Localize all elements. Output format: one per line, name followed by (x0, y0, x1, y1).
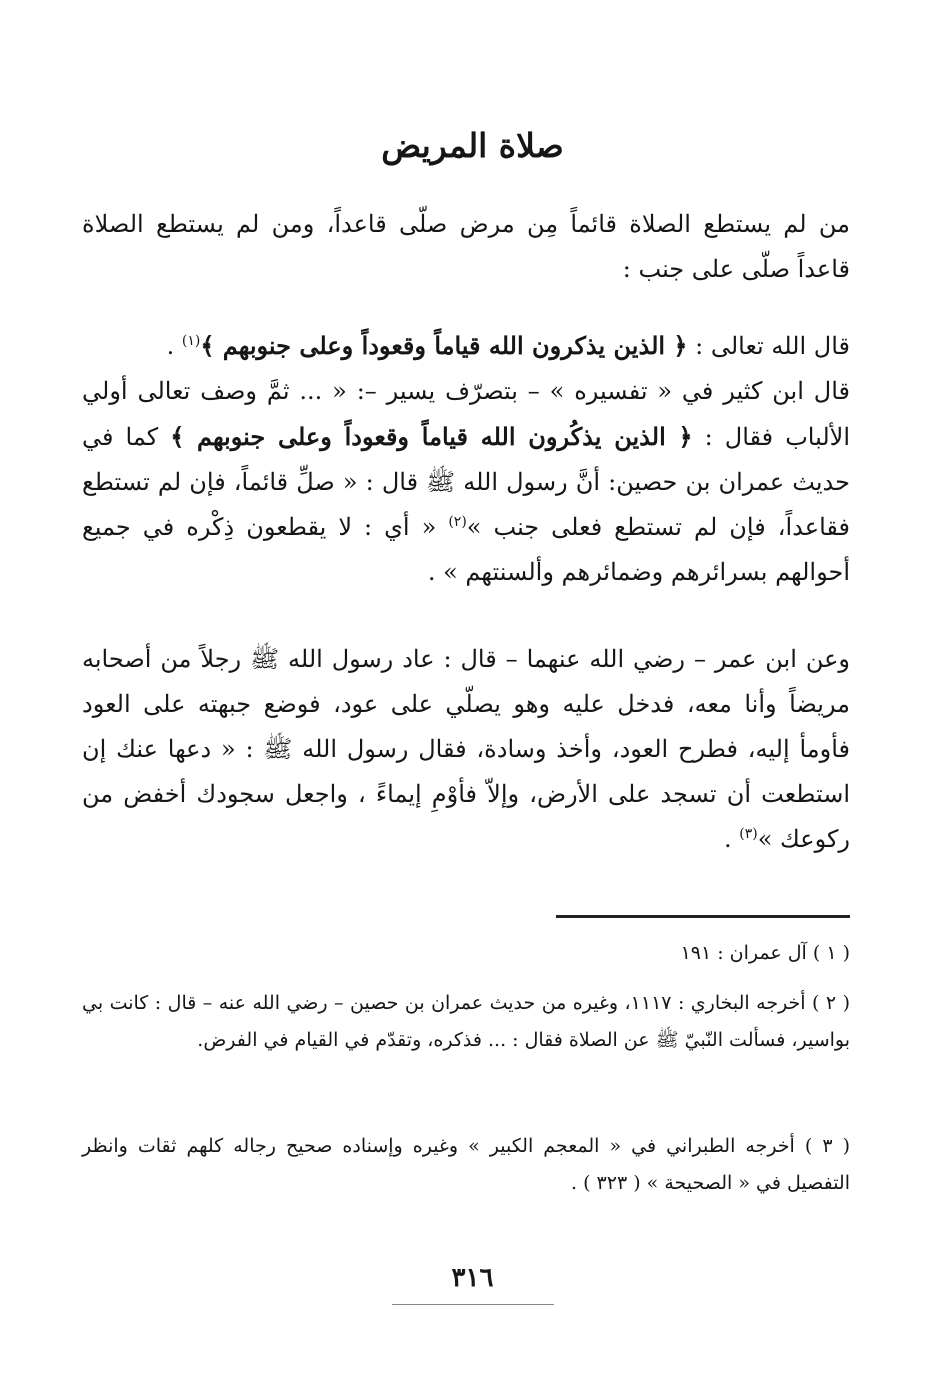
quran-quote-paragraph (82, 323, 850, 369)
intro-text: من لم يستطع الصلاة قائماً مِن مرض صلّى قاعداً، ومن لم يستطع الصلاة قاعداً صلّى على جنب : (82, 210, 850, 283)
hadith-imran: كما في حديث عمران بن حصين: أنَّ رسول الله ﷺ قال : « صلِّ قائماً، فإن لم تستطع فقاعداً، فإن لم تستطع فعلى جنب » (82, 423, 850, 541)
tafsir-intro: قال ابن كثير في « تفسيره » – بتصرّف يسير –: « ... ثمَّ وصف تعالى أولي الألباب فقال : (82, 377, 851, 451)
page-number-rule (392, 1304, 554, 1305)
footnote-marker-1: (١) (181, 333, 201, 349)
ibn-umar-paragraph (82, 637, 850, 862)
intro-paragraph (82, 202, 850, 292)
footnote-3-text: ( ٣ ) أخرجه الطبراني في « المعجم الكبير » وغيره وإسناده صحيح رجاله كلهم ثقات وانظر التفصيل في « الصحيحة » ( ٣٢٣ ) . (82, 1135, 850, 1194)
punctuation: . (166, 332, 182, 360)
page-title: صلاة المريض (381, 126, 564, 165)
ibn-umar-text: وعن ابن عمر – رضي الله عنهما – قال : عاد رسول الله ﷺ رجلاً من أصحابه مريضاً وأنا معه، فدخل عليه وهو يصلّي على عود، فوضع جبهته على العود فأومأ إليه، فطرح العود، وأخذ وسادة، فقال رسول الله ﷺ : « دعها عنك إن استطعت أن تسجد على الأرض، وإلاّ فأوْمِ إيماءً ، واجعل سجودك أخفض من ركوعك » (82, 645, 850, 853)
page-number: ٣١٦ (451, 1263, 494, 1293)
ibn-kathir-paragraph (82, 369, 850, 595)
footnote-marker-3: (٣) (739, 826, 758, 842)
verse-text-2: ﴿ الذين يذكُرون الله قياماً وقعوداً وعلى جنوبهم ﴾ (170, 422, 693, 451)
footnote-marker-2: (٢) (448, 514, 467, 530)
footnote-separator (556, 915, 850, 918)
footnote-1-text: ( ١ ) آل عمران : ١٩١ (680, 942, 850, 964)
footnote-2 (82, 985, 850, 1059)
punctuation: . (723, 825, 740, 853)
footnote-2-text: ( ٢ ) أخرجه البخاري : ١١١٧، وغيره من حديث عمران بن حصين – رضي الله عنه – قال : كانت بي بواسير، فسألت النّبيّ ﷺ عن الصلاة فقال : ... فذكره، وتقدّم في القيام في الفرض. (82, 992, 850, 1051)
footnote-1 (82, 935, 850, 972)
verse-text: ﴿ الذين يذكرون الله قياماً وقعوداً وعلى جنوبهم ﴾ (200, 331, 688, 360)
tafsir-conclusion: « أي : لا يقطعون ذِكْره في جميع أحوالهم بسرائرهم وضمائرهم وألسنتهم » . (82, 513, 850, 586)
main-text (82, 323, 850, 595)
ibn-umar-text-line (82, 637, 850, 862)
quote-lead: قال الله تعالى : (687, 332, 850, 360)
footnote-3 (82, 1128, 850, 1202)
